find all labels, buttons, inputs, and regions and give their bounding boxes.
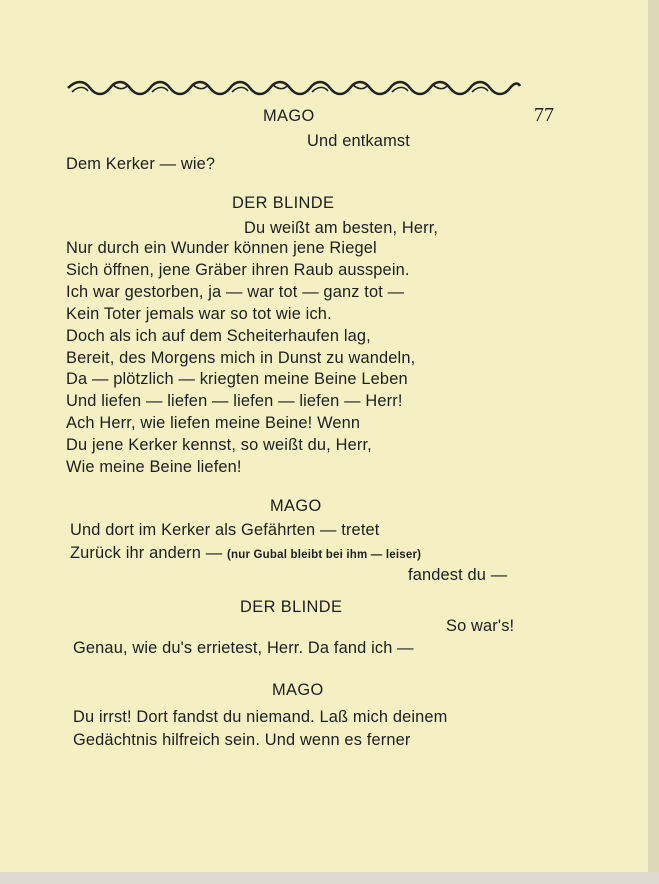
verse-line: Kein Toter jemals war so tot wie ich. xyxy=(66,304,332,323)
verse-line: Und entkamst xyxy=(307,132,410,150)
verse-line: Genau, wie du's errietest, Herr. Da fand ich — xyxy=(73,639,414,657)
verse-line: Ich war gestorben, ja — war tot — ganz tot — xyxy=(66,282,405,301)
page-edge-shadow xyxy=(648,0,659,884)
verse-line: Nur durch ein Wunder können jene Riegel xyxy=(66,239,377,257)
page-number: 77 xyxy=(534,104,554,126)
verse-line: Und dort im Kerker als Gefährten — tretet xyxy=(70,521,380,539)
verse-line-text: Zurück ihr andern — xyxy=(70,544,223,562)
verse-line: Wie meine Beine liefen! xyxy=(66,458,242,477)
verse-line: Du jene Kerker kennst, so weißt du, Herr, xyxy=(66,436,372,455)
speaker-name-mago: MAGO xyxy=(272,681,324,699)
verse-line: Ach Herr, wie liefen meine Beine! Wenn xyxy=(66,414,361,433)
page-edge-bottom xyxy=(0,872,659,884)
verse-line: Bereit, des Morgens mich in Dunst zu wandeln, xyxy=(66,348,416,367)
verse-line: fandest du — xyxy=(408,566,508,584)
speaker-name-der-blinde: DER BLINDE xyxy=(240,598,343,616)
verse-line: Du weißt am besten, Herr, xyxy=(244,219,439,237)
verse-line: Doch als ich auf dem Scheiterhaufen lag, xyxy=(66,326,371,345)
verse-line: Dem Kerker — wie? xyxy=(66,155,216,173)
verse-line: Und liefen — liefen — liefen — liefen — Herr! xyxy=(66,392,403,411)
verse-line xyxy=(70,543,421,565)
verse-line: Sich öffnen, jene Gräber ihren Raub ausspein. xyxy=(66,260,410,279)
verse-line: Gedächtnis hilfreich sein. Und wenn es ferner xyxy=(73,731,411,749)
verse-line: So war's! xyxy=(446,617,515,635)
verse-line: Du irrst! Dort fandst du niemand. Laß mich deinem xyxy=(73,708,448,726)
stage-direction: (nur Gubal bleibt bei ihm — leiser) xyxy=(226,549,422,561)
speaker-name-mago: MAGO xyxy=(270,497,322,515)
verse-block xyxy=(66,238,415,479)
decorative-border-ornament xyxy=(66,78,522,98)
verse-line: Da — plötzlich — kriegten meine Beine Leben xyxy=(66,370,408,389)
speaker-name-mago: MAGO xyxy=(263,107,315,125)
speaker-name-der-blinde: DER BLINDE xyxy=(232,194,335,212)
